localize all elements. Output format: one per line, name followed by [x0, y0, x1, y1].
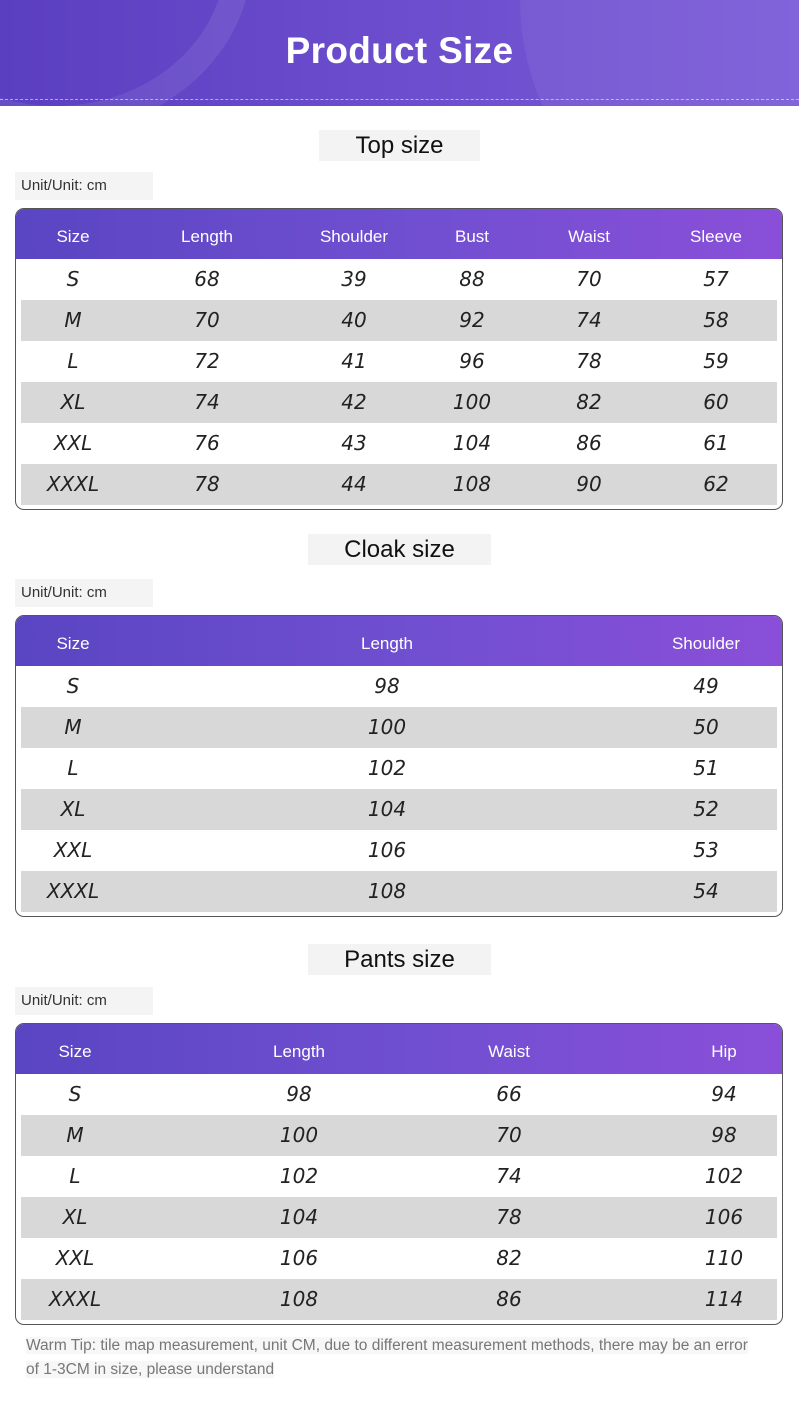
measurement-cell: 108 [279, 1287, 319, 1311]
table-row [21, 259, 777, 300]
size-cell: XXL [55, 1246, 95, 1270]
column-header: Shoulder [671, 634, 741, 653]
cloak-size-table [15, 615, 783, 917]
measurement-cell: 90 [576, 472, 602, 496]
measurement-cell: 108 [452, 472, 492, 496]
measurement-cell: 60 [703, 390, 729, 414]
measurement-cell: 104 [452, 431, 492, 455]
measurement-cell: 102 [367, 756, 407, 780]
measurement-cell: 76 [194, 431, 220, 455]
pants-size-table [15, 1023, 783, 1325]
size-cell: XL [60, 797, 86, 821]
size-cell: S [66, 267, 80, 291]
size-cell: L [67, 349, 79, 373]
table-row [21, 707, 777, 748]
column-header: Bust [454, 227, 490, 246]
measurement-cell: 104 [279, 1205, 319, 1229]
cloak-table-header [16, 616, 782, 666]
measurement-cell: 62 [703, 472, 729, 496]
measurement-cell: 106 [367, 838, 407, 862]
page-title: Product Size [285, 30, 514, 71]
measurement-cell: 53 [693, 838, 719, 862]
column-header: Shoulder [319, 227, 389, 246]
measurement-cell: 102 [279, 1164, 319, 1188]
column-header: Sleeve [690, 227, 742, 246]
measurement-cell: 98 [711, 1123, 737, 1147]
table-row [21, 300, 777, 341]
measurement-cell: 108 [367, 879, 407, 903]
measurement-cell: 110 [704, 1246, 744, 1270]
table-row [21, 666, 777, 707]
measurement-cell: 92 [459, 308, 485, 332]
measurement-cell: 43 [341, 431, 367, 455]
table-row [21, 789, 777, 830]
measurement-cell: 74 [194, 390, 220, 414]
size-cell: XXXL [48, 1287, 102, 1311]
measurement-cell: 88 [459, 267, 485, 291]
pants-size-unit: Unit/Unit: cm [15, 987, 153, 1015]
pants-table-header [16, 1024, 782, 1074]
top-size-title: Top size [319, 130, 479, 161]
measurement-cell: 44 [341, 472, 367, 496]
column-header: Size [56, 227, 90, 246]
column-header: Length [273, 1042, 325, 1061]
table-row [21, 871, 777, 912]
measurement-cell: 74 [576, 308, 602, 332]
table-row [21, 748, 777, 789]
measurement-cell: 82 [496, 1246, 522, 1270]
measurement-cell: 57 [703, 267, 729, 291]
column-header: Size [56, 634, 90, 653]
measurement-cell: 78 [576, 349, 602, 373]
top-size-unit: Unit/Unit: cm [15, 172, 153, 200]
measurement-cell: 78 [194, 472, 220, 496]
pants-size-heading [0, 946, 799, 974]
measurement-cell: 58 [703, 308, 729, 332]
column-header: Waist [568, 227, 610, 246]
measurement-cell: 94 [711, 1082, 737, 1106]
measurement-cell: 70 [576, 267, 602, 291]
measurement-cell: 114 [704, 1287, 744, 1311]
measurement-cell: 72 [194, 349, 220, 373]
stitch-line [0, 99, 799, 100]
measurement-cell: 82 [576, 390, 602, 414]
size-cell: XXXL [46, 879, 100, 903]
measurement-cell: 96 [459, 349, 485, 373]
pants-size-title: Pants size [308, 944, 491, 975]
measurement-cell: 40 [341, 308, 367, 332]
measurement-cell: 59 [703, 349, 729, 373]
header-banner [0, 0, 799, 106]
measurement-cell: 104 [367, 797, 407, 821]
top-size-table [15, 208, 783, 510]
measurement-cell: 39 [341, 267, 367, 291]
table-bottom-padding [16, 505, 782, 509]
column-header: Length [361, 634, 413, 653]
cloak-size-heading [0, 536, 799, 564]
measurement-cell: 106 [704, 1205, 744, 1229]
measurement-cell: 98 [374, 674, 400, 698]
measurement-cell: 70 [194, 308, 220, 332]
measurement-cell: 100 [279, 1123, 319, 1147]
table-row [21, 464, 777, 505]
measurement-cell: 98 [286, 1082, 312, 1106]
cloak-size-title: Cloak size [308, 534, 491, 565]
size-cell: XL [62, 1205, 88, 1229]
measurement-cell: 61 [703, 431, 729, 455]
measurement-cell: 106 [279, 1246, 319, 1270]
size-cell: L [69, 1164, 81, 1188]
size-cell: XXL [53, 838, 93, 862]
size-cell: XL [60, 390, 86, 414]
measurement-cell: 86 [496, 1287, 522, 1311]
table-bottom-padding [16, 912, 782, 916]
measurement-cell: 86 [576, 431, 602, 455]
measurement-cell: 52 [693, 797, 719, 821]
measurement-cell: 78 [496, 1205, 522, 1229]
table-row [21, 1197, 777, 1238]
table-row [21, 382, 777, 423]
measurement-cell: 100 [452, 390, 492, 414]
top-size-heading [0, 132, 799, 160]
size-cell: XXXL [46, 472, 100, 496]
table-row [21, 423, 777, 464]
size-cell: M [64, 715, 82, 739]
table-bottom-padding [16, 1320, 782, 1324]
size-cell: XXL [53, 431, 93, 455]
measurement-cell: 49 [693, 674, 719, 698]
top-table-header [16, 209, 782, 259]
table-row [21, 1074, 777, 1115]
measurement-cell: 68 [194, 267, 220, 291]
measurement-cell: 70 [496, 1123, 522, 1147]
measurement-cell: 74 [496, 1164, 522, 1188]
warm-tip-text: Warm Tip: tile map measurement, unit CM, due to different measurement methods, there may be an error of 1-3CM in size, please understand [26, 1337, 748, 1378]
table-row [21, 1238, 777, 1279]
size-cell: S [66, 674, 80, 698]
measurement-cell: 102 [704, 1164, 744, 1188]
measurement-cell: 100 [367, 715, 407, 739]
column-header: Waist [488, 1042, 530, 1061]
table-row [21, 830, 777, 871]
size-cell: M [66, 1123, 84, 1147]
measurement-cell: 66 [496, 1082, 522, 1106]
column-header: Hip [711, 1042, 737, 1061]
column-header: Length [181, 227, 233, 246]
measurement-cell: 50 [693, 715, 719, 739]
column-header: Size [58, 1042, 92, 1061]
measurement-cell: 41 [341, 349, 367, 373]
warm-tip [26, 1334, 756, 1382]
measurement-cell: 42 [341, 390, 367, 414]
table-row [21, 341, 777, 382]
size-cell: L [67, 756, 79, 780]
size-cell: M [64, 308, 82, 332]
table-row [21, 1115, 777, 1156]
size-cell: S [68, 1082, 82, 1106]
cloak-size-unit: Unit/Unit: cm [15, 579, 153, 607]
table-row [21, 1279, 777, 1320]
table-row [21, 1156, 777, 1197]
measurement-cell: 54 [693, 879, 719, 903]
measurement-cell: 51 [693, 756, 719, 780]
